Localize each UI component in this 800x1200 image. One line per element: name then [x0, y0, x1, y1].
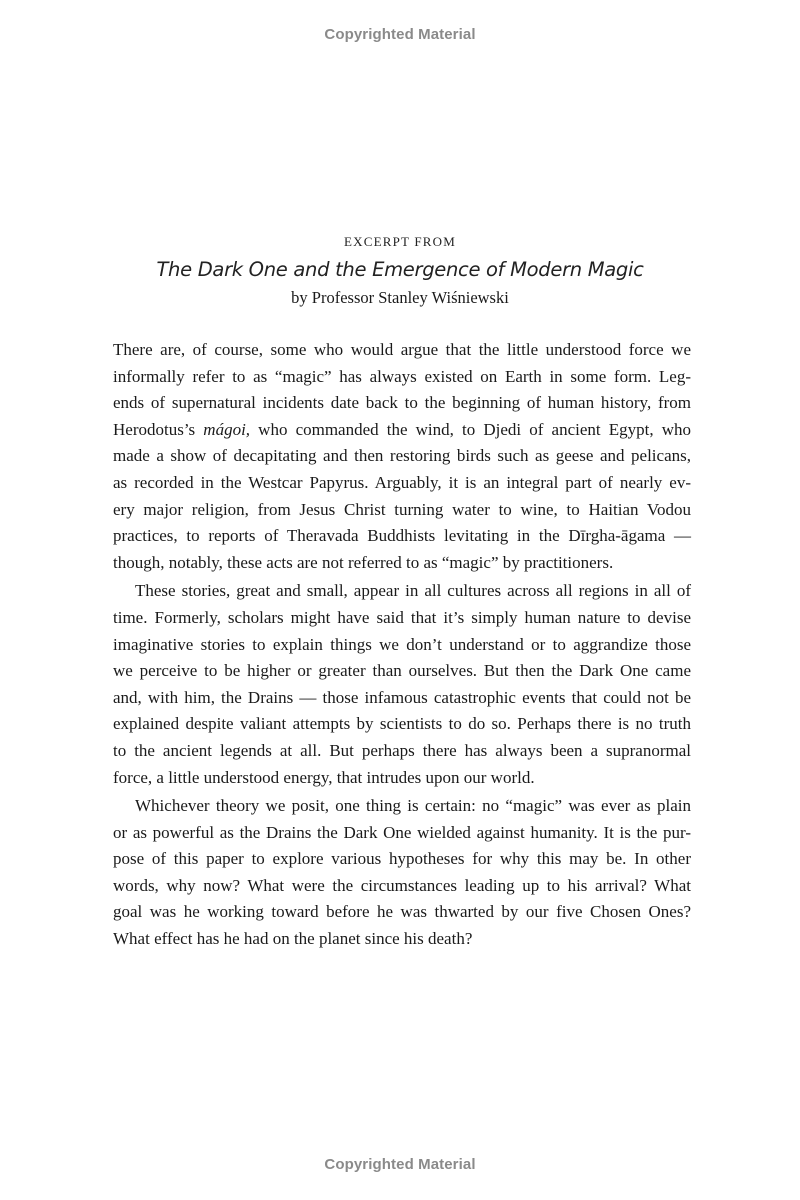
paragraph	[113, 793, 691, 953]
copyright-watermark-bottom: Copyrighted Material	[324, 1156, 476, 1173]
text-line: imaginative stories to explain things we don’t understand or to aggrandize those	[113, 634, 691, 654]
copyright-watermark-top: Copyrighted Material	[324, 26, 476, 43]
text-line	[113, 417, 691, 444]
paragraph	[113, 337, 691, 576]
excerpt-body	[113, 337, 691, 953]
text-line: There are, of course, some who would argue that the little understood force we	[113, 340, 691, 359]
text-line: ends of supernatural incidents date back to the beginning of human history, from	[113, 393, 691, 413]
text-line: though, notably, these acts are not referred to as “magic” by practitioners.	[113, 552, 614, 572]
text-line: we perceive to be higher or greater than ourselves. But then the Dark One came	[113, 661, 691, 681]
text-line: explained despite valiant attempts by scientists to do so. Perhaps there is no truth	[113, 714, 691, 734]
text-line: made a show of decapitating and then restoring birds such as geese and pelicans,	[113, 446, 691, 466]
text-run: Herodotus’s	[113, 419, 204, 439]
paragraph	[113, 578, 691, 791]
text-line: What effect has he had on the planet since his death?	[113, 929, 473, 949]
text-line: as recorded in the Westcar Papyrus. Arguably, it is an integral part of nearly ev-	[113, 472, 691, 492]
text-line: and, with him, the Drains — those infamous catastrophic events that could not be	[113, 687, 691, 707]
author-byline: by Professor Stanley Wiśniewski	[291, 288, 509, 307]
excerpt-heading	[0, 234, 800, 310]
text-line: informally refer to as “magic” has always existed on Earth in some form. Leg-	[113, 366, 691, 386]
text-line: or as powerful as the Drains the Dark One wielded against humanity. It is the pur-	[113, 822, 691, 842]
text-run: who commanded the wind, to Djedi of ancient Egypt, who	[250, 419, 692, 439]
text-line: force, a little understood energy, that intrudes upon our world.	[113, 767, 535, 787]
text-line: These stories, great and small, appear in all cultures across all regions in all of	[135, 581, 691, 601]
excerpt-kicker: EXCERPT FROM	[343, 234, 457, 249]
book-title: The Dark One and the Emergence of Modern Magic	[156, 258, 644, 281]
text-line: ery major religion, from Jesus Christ turning water to wine, to Haitian Vodou	[113, 499, 691, 519]
text-line: to the ancient legends at all. But perhaps there has always been a supranormal	[113, 740, 691, 760]
text-line: pose of this paper to explore various hypotheses for why this may be. In other	[113, 849, 691, 869]
text-line: goal was he working toward before he was thwarted by our five Chosen Ones?	[113, 902, 691, 922]
italic-term: mágoi,	[203, 419, 251, 439]
text-line: Whichever theory we posit, one thing is certain: no “magic” was ever as plain	[135, 796, 691, 816]
text-line: time. Formerly, scholars might have said that it’s simply human nature to devise	[113, 607, 691, 627]
text-line: practices, to reports of Theravada Buddhists levitating in the Dīrgha-āgama —	[113, 526, 691, 546]
text-line: words, why now? What were the circumstances leading up to his arrival? What	[113, 875, 691, 895]
